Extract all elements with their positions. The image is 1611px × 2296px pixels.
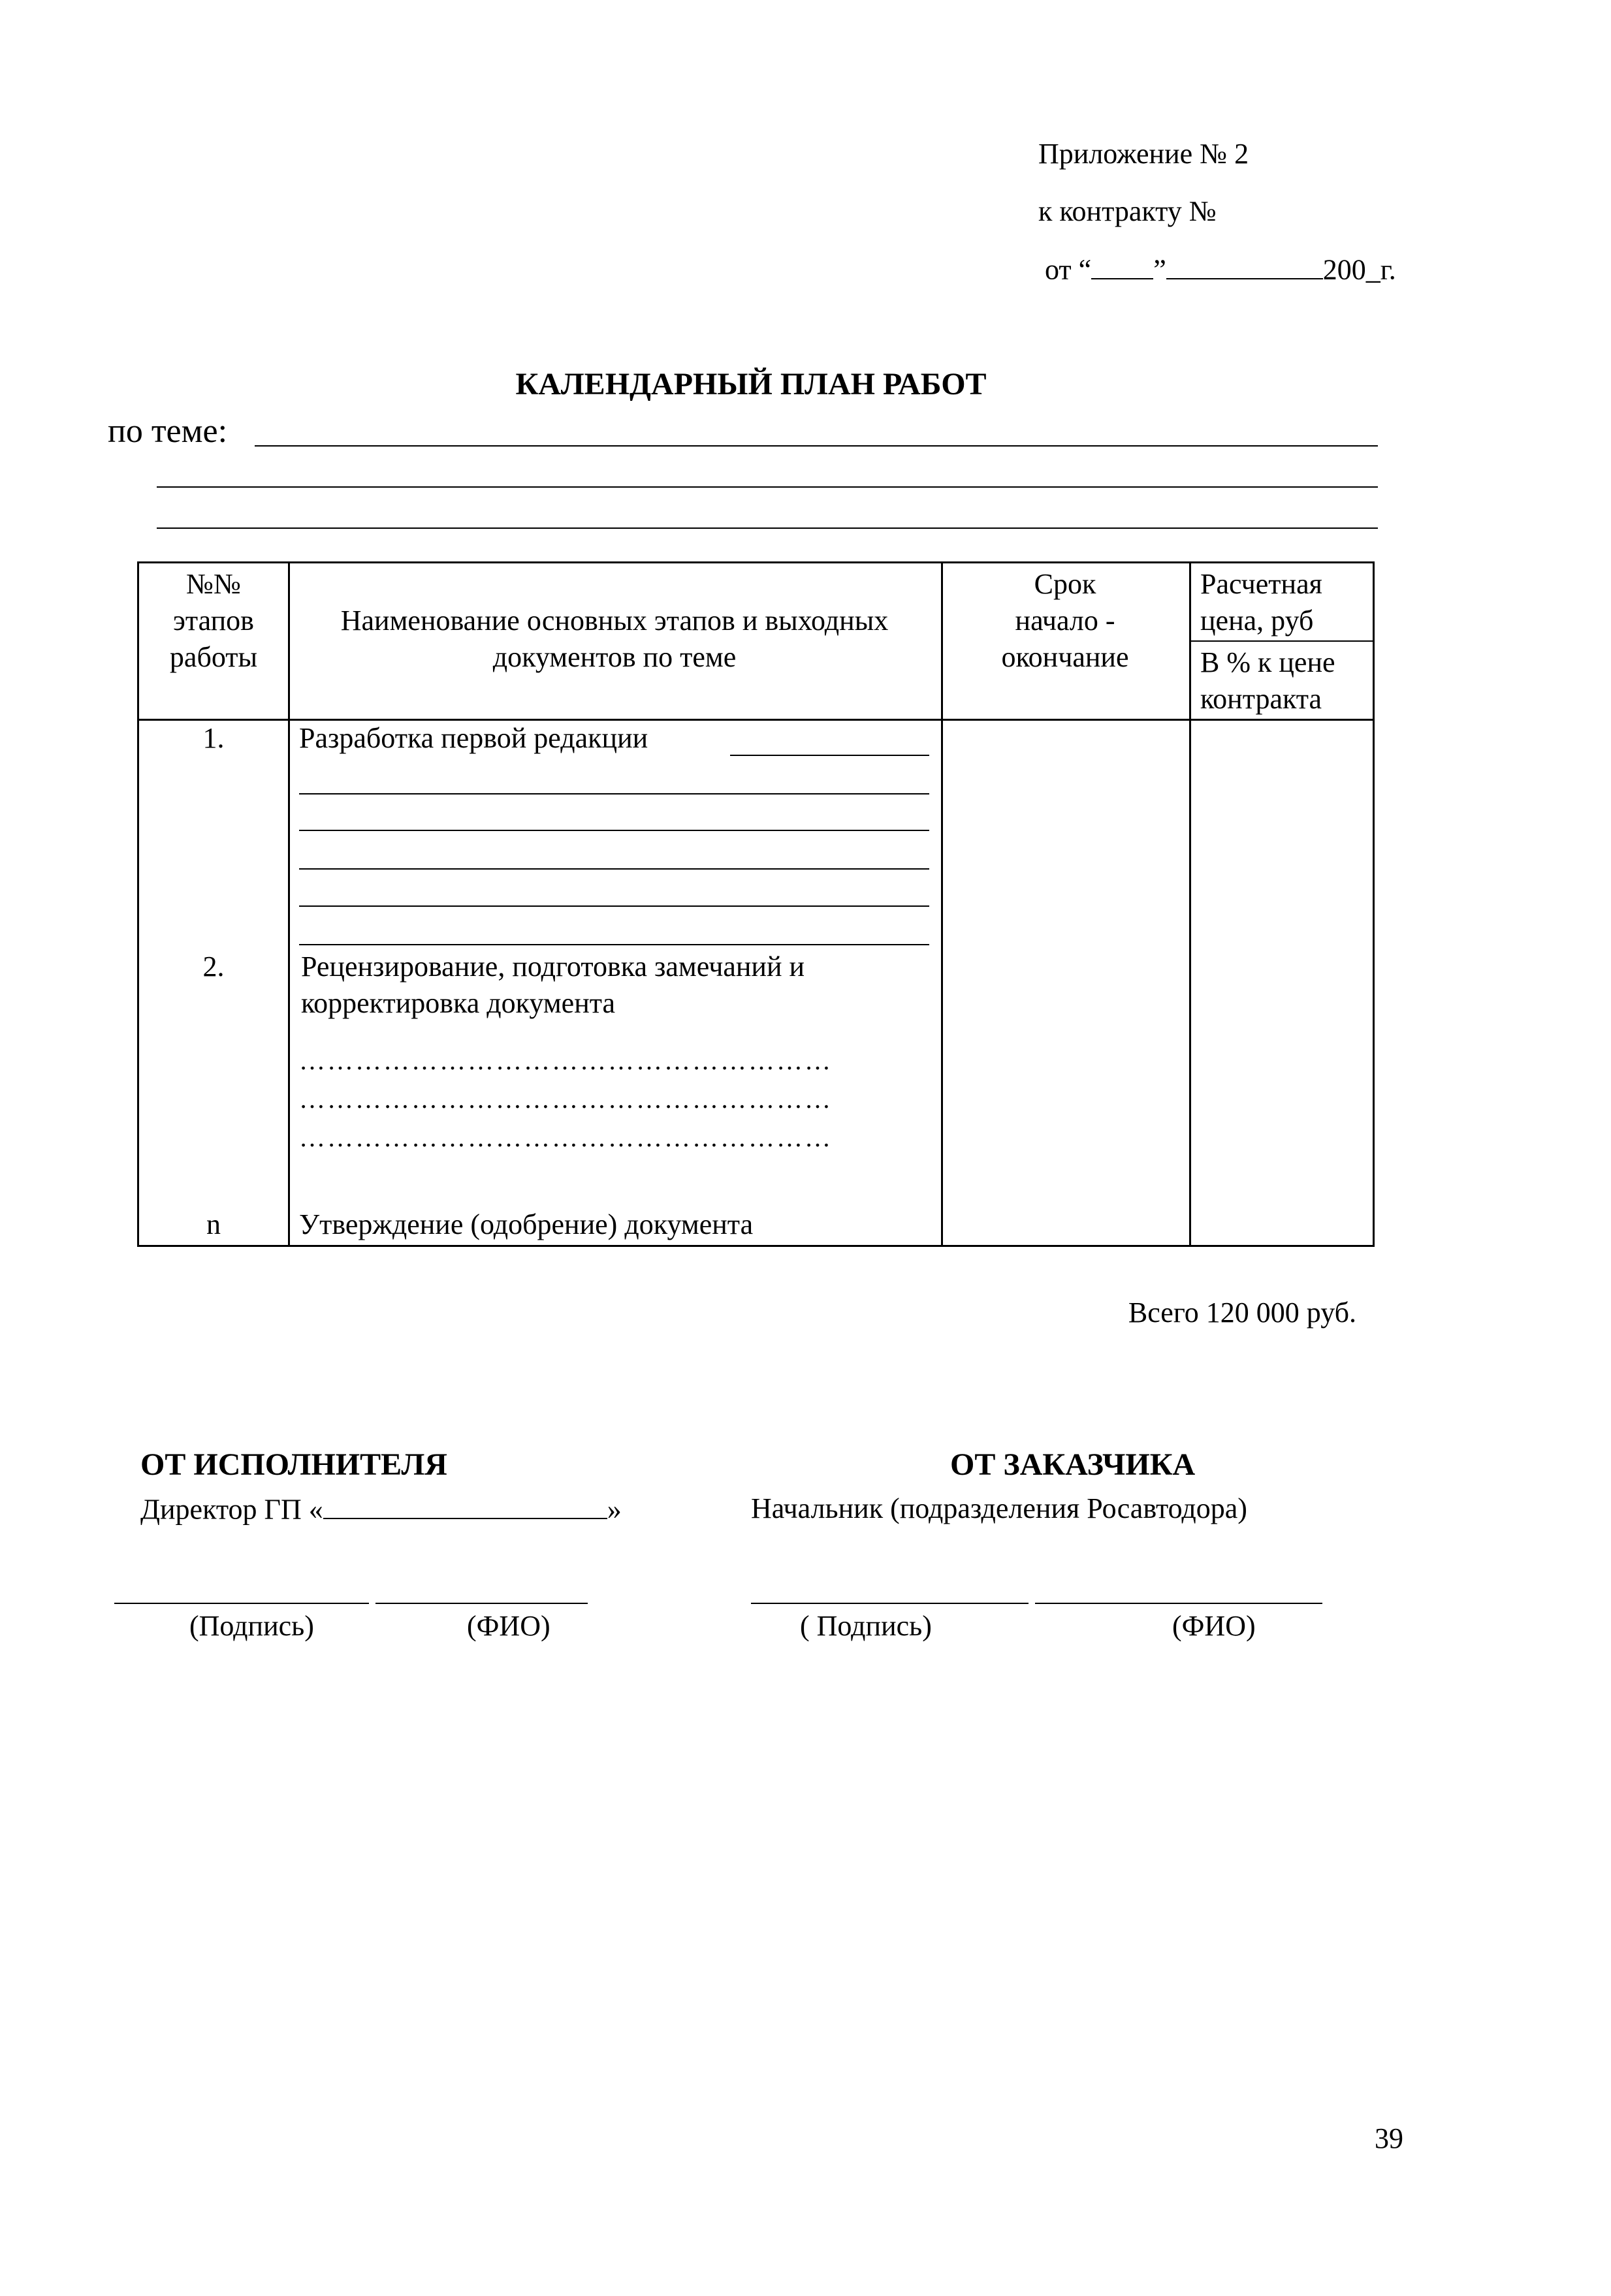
row-2-number: 2. [202,951,225,983]
date-line [1045,252,1396,287]
row-1-blank-line-4 [299,868,929,870]
customer-fio-caption: (ФИО) [1172,1610,1256,1642]
customer-heading: ОТ ЗАКАЗЧИКА [950,1447,1196,1482]
topic-line-3 [157,527,1378,529]
row-1-name: Разработка первой редакции [299,722,648,754]
dots-line-1: ………………………………………………… [299,1046,833,1075]
dots-line-2: ………………………………………………… [299,1084,833,1114]
header-percent: В % к цене контракта [1200,646,1335,715]
row-n-name: Утверждение (одобрение) документа [299,1208,754,1240]
price-header-divider [1189,640,1373,642]
row-2-name: Рецензирование, подготовка замечаний и корректировка документа [301,951,805,1019]
header-term: Срок начало - окончание [1001,568,1129,673]
date-prefix: от “ [1045,253,1092,286]
company-blank [323,1492,607,1519]
executor-fio-line [375,1603,588,1604]
topic-label: по теме: [108,413,228,450]
date-year: 200_г. [1322,253,1396,286]
dots-line-3: ………………………………………………… [299,1123,833,1152]
contract-label: к контракту № [1038,195,1217,227]
header-stage-number: №№ этапов работы [169,568,258,673]
row-1-number: 1. [202,722,225,754]
day-blank [1091,252,1153,279]
executor-signature-line [114,1603,369,1604]
month-blank [1166,252,1323,279]
executor-fio-caption: (ФИО) [467,1610,550,1642]
calendar-plan-table [137,561,1375,1247]
document-title: КАЛЕНДАРНЫЙ ПЛАН РАБОТ [515,367,987,401]
row-1-blank-line-1 [730,755,929,756]
row-n-number: n [206,1208,221,1240]
appendix-label: Приложение № 2 [1038,138,1249,170]
row-1-blank-line-3 [299,830,929,831]
executor-director: Директор ГП « » [140,1492,622,1527]
date-quote: ” [1153,253,1166,286]
executor-heading: ОТ ИСПОЛНИТЕЛЯ [140,1447,447,1482]
page-number: 39 [1375,2122,1403,2154]
topic-line-1 [255,445,1378,447]
header-stage-name: Наименование основных этапов и выходных документов по теме [340,605,889,673]
total-amount: Всего 120 000 руб. [1128,1297,1356,1329]
executor-signature-caption: (Подпись) [189,1610,314,1642]
row-1-blank-line-5 [299,905,929,907]
col-divider-3 [1189,563,1191,1245]
customer-signature-line [751,1603,1029,1604]
customer-signature-caption: ( Подпись) [800,1610,932,1642]
header-price: Расчетная цена, руб [1200,568,1322,637]
customer-chief: Начальник (подразделения Росавтодора) [751,1492,1247,1524]
topic-line-2 [157,486,1378,488]
row-1-blank-line-2 [299,793,929,794]
customer-fio-line [1035,1603,1322,1604]
row-1-blank-line-6 [299,944,929,945]
